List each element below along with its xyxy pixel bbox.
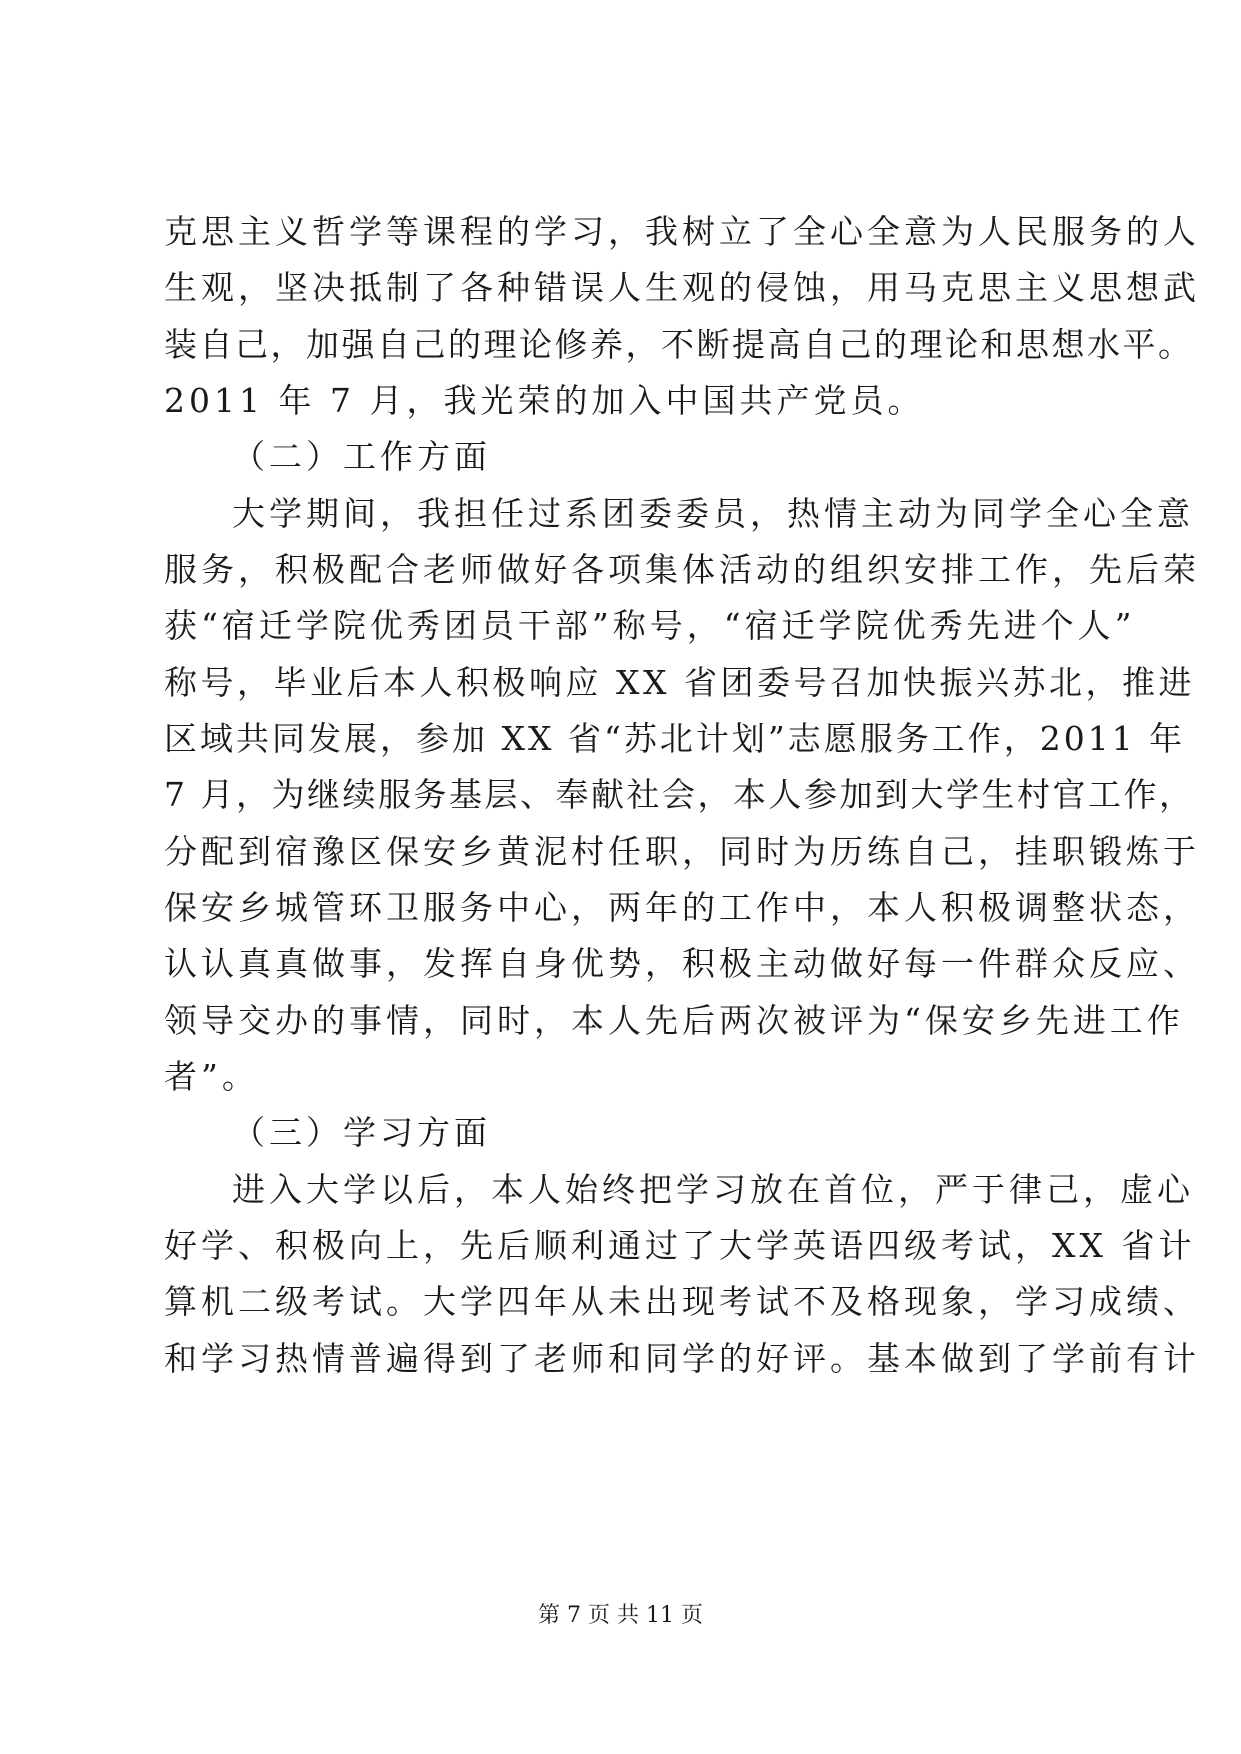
text-line: 服务，积极配合老师做好各项集体活动的组织安排工作，先后荣 xyxy=(164,550,1200,589)
section-heading: （三）学习方面 xyxy=(232,1113,491,1152)
text-line: 好学、积极向上，先后顺利通过了大学英语四级考试，XX 省计 xyxy=(164,1226,1196,1265)
text-line: 大学期间，我担任过系团委委员，热情主动为同学全心全意 xyxy=(232,494,1194,533)
text-line: 区域共同发展，参加 XX 省“苏北计划”志愿服务工作，2011 年 xyxy=(164,719,1186,758)
text-line: 分配到宿豫区保安乡黄泥村任职，同时为历练自己，挂职锻炼于 xyxy=(164,832,1200,871)
text-line: 领导交办的事情，同时，本人先后两次被评为“保安乡先进工作 xyxy=(164,1001,1184,1040)
text-line: 获“宿迁学院优秀团员干部”称号，“宿迁学院优秀先进个人” xyxy=(164,606,1136,645)
text-line: 进入大学以后，本人始终把学习放在首位，严于律己，虚心 xyxy=(232,1170,1194,1209)
text-line: 和学习热情普遍得到了老师和同学的好评。基本做到了学前有计 xyxy=(164,1339,1200,1378)
text-line: 认认真真做事，发挥自身优势，积极主动做好每一件群众反应、 xyxy=(164,944,1200,983)
text-line: 称号，毕业后本人积极响应 XX 省团委号召加快振兴苏北，推进 xyxy=(164,663,1195,702)
text-line: 生观，坚决抵制了各种错误人生观的侵蚀，用马克思主义思想武 xyxy=(164,268,1200,307)
text-line: 克思主义哲学等课程的学习，我树立了全心全意为人民服务的人 xyxy=(164,212,1200,251)
text-line: 保安乡城管环卫服务中心，两年的工作中，本人积极调整状态， xyxy=(164,888,1200,927)
page-number-footer: 第 7 页 共 11 页 xyxy=(538,1603,703,1628)
text-line: 2011 年 7 月，我光荣的加入中国共产党员。 xyxy=(164,381,925,420)
text-line: 者”。 xyxy=(164,1057,259,1096)
text-line: 装自己，加强自己的理论修养，不断提高自己的理论和思想水平。 xyxy=(164,325,1194,364)
text-line: 算机二级考试。大学四年从未出现考试不及格现象，学习成绩、 xyxy=(164,1282,1200,1321)
text-line: 7 月，为继续服务基层、奉献社会，本人参加到大学生村官工作， xyxy=(164,775,1195,814)
section-heading: （二）工作方面 xyxy=(232,437,491,476)
